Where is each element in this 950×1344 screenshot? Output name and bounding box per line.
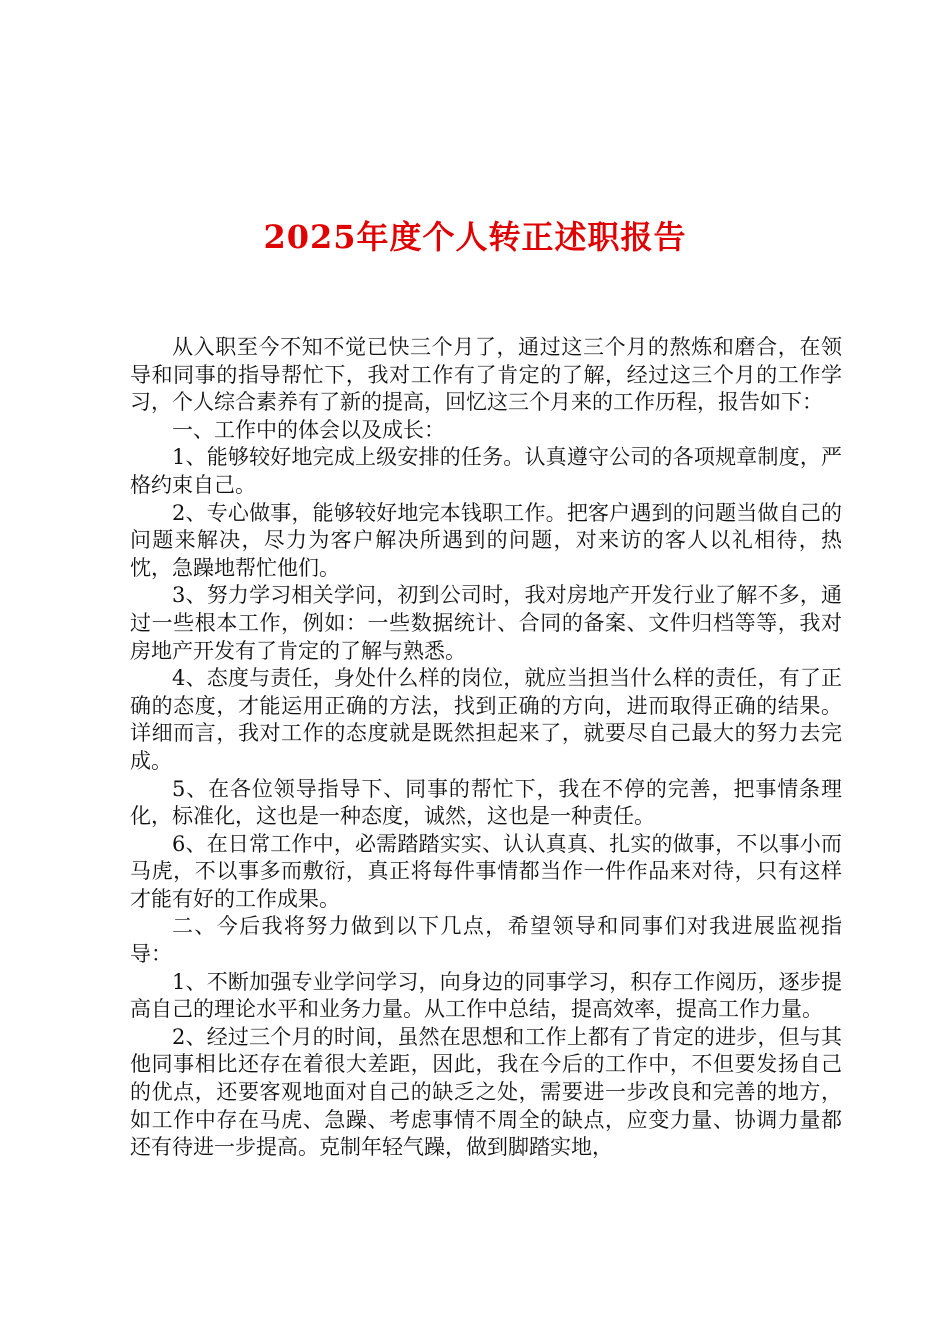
paragraph-plan-1: 1、不断加强专业学问学习，向身边的同事学习，积存工作阅历，逐步提高自己的理论水平和业务力量。从工作中总结，提高效率，提高工作力量。 [130,969,842,1022]
paragraph-item-4: 4、态度与责任，身处什么样的岗位，就应当担当什么样的责任，有了正确的态度，才能运用正确的方法，找到正确的方向，进而取得正确的结果。详细而言，我对工作的态度就是既然担起来了，就要尽自己最大的努力去完成。 [130,666,842,773]
paragraph-item-6: 6、在日常工作中，必需踏踏实实、认认真真、扎实的做事，不以事小而马虎，不以事多而敷衍，真正将每件事情都当作一件作品来对待，只有这样才能有好的工作成果。 [130,831,842,911]
document-title: 2025年度个人转正述职报告 [263,218,687,256]
section-heading-1: 一、工作中的体会以及成长： [172,417,445,442]
paragraph-item-1: 1、能够较好地完成上级安排的任务。认真遵守公司的各项规章制度，严格约束自己。 [130,445,842,497]
paragraph-item-3: 3、努力学习相关学问，初到公司时，我对房地产开发行业了解不多，通过一些根本工作，例如：一些数据统计、合同的备案、文件归档等等，我对房地产开发有了肯定的了解与熟悉。 [130,583,842,663]
document-body [130,334,842,1162]
paragraph-item-2: 2、专心做事，能够较好地完本钱职工作。把客户遇到的问题当做自己的问题来解决，尽力为客户解决所遇到的问题，对来访的客人以礼相待，热忱，急躁地帮忙他们。 [130,500,842,580]
paragraph-plan-2: 2、经过三个月的时间，虽然在思想和工作上都有了肯定的进步，但与其他同事相比还存在着很大差距，因此，我在今后的工作中，不但要发扬自己的优点，还要客观地面对自己的缺乏之处，需要进一步改良和完善的地方，如工作中存在马虎、急躁、考虑事情不周全的缺点，应变力量、协调力量都还有待进一步提高。克制年轻气躁，做到脚踏实地， [130,1024,842,1160]
paragraph-intro: 从入职至今不知不觉已快三个月了，通过这三个月的熬炼和磨合，在领导和同事的指导帮忙下，我对工作有了肯定的了解，经过这三个月的工作学习，个人综合素养有了新的提高，回忆这三个月来的工作历程，报告如下： [130,335,842,415]
paragraph-item-5: 5、在各位领导指导下、同事的帮忙下，我在不停的完善，把事情条理化，标准化，这也是一种态度，诚然，这也是一种责任。 [130,776,842,829]
section-heading-2: 二、今后我将努力做到以下几点，希望领导和同事们对我进展监视指导： [130,914,842,967]
